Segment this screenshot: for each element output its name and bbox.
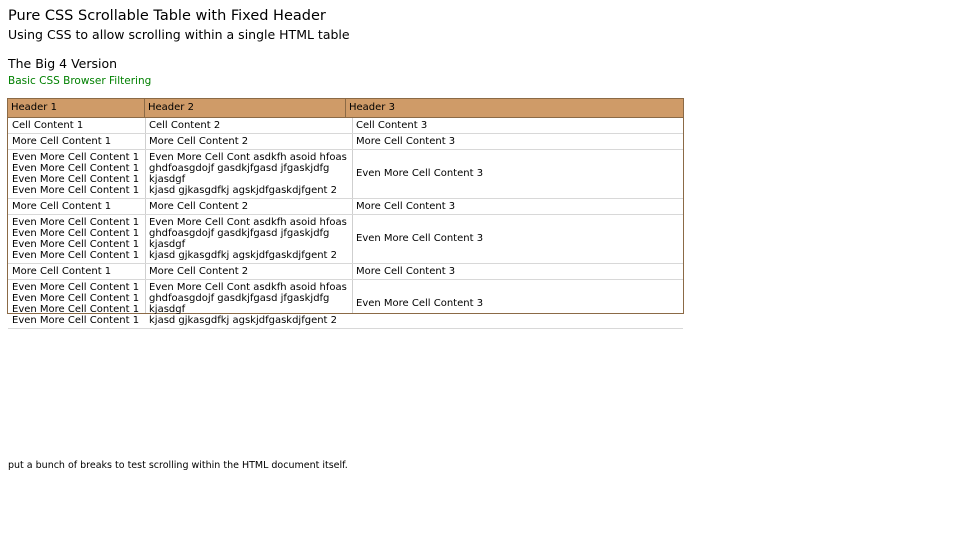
table-cell: More Cell Content 1 [12, 265, 112, 277]
section-heading: The Big 4 Version [8, 56, 118, 71]
table-header-cell: Header 1 [8, 99, 145, 117]
table-cell: More Cell Content 3 [356, 265, 456, 277]
table-cell: More Cell Content 1 [12, 200, 112, 212]
table-cell: More Cell Content 2 [149, 200, 249, 212]
table-row [8, 215, 683, 264]
table-cell: Even More Cell Cont asdkfh asoid hfoas ghdfoasgdojf gasdkjfgasd jfgaskjdfg kjasdgf kjasd gjkasgdfkj agskjdfgaskdjfgent 2 [149, 281, 347, 327]
table-cell: Even More Cell Content 1 Even More Cell Content 1 Even More Cell Content 1 Even More Cell Content 1 [12, 151, 140, 197]
table-header-cell: Header 2 [145, 99, 346, 117]
table-cell: Even More Cell Content 3 [356, 298, 484, 310]
table-cell: Even More Cell Content 1 Even More Cell Content 1 Even More Cell Content 1 Even More Cell Content 1 [12, 281, 140, 327]
table-cell: Even More Cell Content 3 [356, 168, 484, 180]
table-row [8, 199, 683, 215]
scrollable-table[interactable] [7, 98, 684, 327]
table-cell: More Cell Content 3 [356, 200, 456, 212]
table-cell: More Cell Content 1 [12, 135, 112, 147]
table-cell: More Cell Content 2 [149, 265, 249, 277]
table-cell: More Cell Content 2 [149, 135, 249, 147]
page-subtitle: Using CSS to allow scrolling within a single HTML table [8, 27, 350, 42]
page-title: Pure CSS Scrollable Table with Fixed Header [8, 8, 326, 24]
table-header [8, 99, 683, 118]
table-cell: More Cell Content 3 [356, 135, 456, 147]
table-cell: Cell Content 3 [356, 119, 428, 131]
table-cell: Cell Content 1 [12, 119, 84, 131]
table-body[interactable] [8, 118, 683, 327]
table-header-cell: Header 3 [349, 102, 395, 113]
footer-note: put a bunch of breaks to test scrolling within the HTML document itself. [8, 460, 348, 471]
table-row [8, 264, 683, 280]
table-cell: Even More Cell Content 1 Even More Cell Content 1 Even More Cell Content 1 Even More Cell Content 1 [12, 216, 140, 262]
table-row [8, 118, 683, 134]
css-filtering-link[interactable]: Basic CSS Browser Filtering [8, 75, 152, 87]
table-row [8, 150, 683, 199]
table-cell: Even More Cell Cont asdkfh asoid hfoas ghdfoasgdojf gasdkjfgasd jfgaskjdfg kjasdgf kjasd gjkasgdfkj agskjdfgaskdjfgent 2 [149, 151, 347, 197]
table-row [8, 280, 683, 329]
table-cell: Even More Cell Cont asdkfh asoid hfoas ghdfoasgdojf gasdkjfgasd jfgaskjdfg kjasdgf kjasd gjkasgdfkj agskjdfgaskdjfgent 2 [149, 216, 347, 262]
table-cell: Cell Content 2 [149, 119, 221, 131]
table-cell: Even More Cell Content 3 [356, 233, 484, 245]
table-row [8, 134, 683, 150]
